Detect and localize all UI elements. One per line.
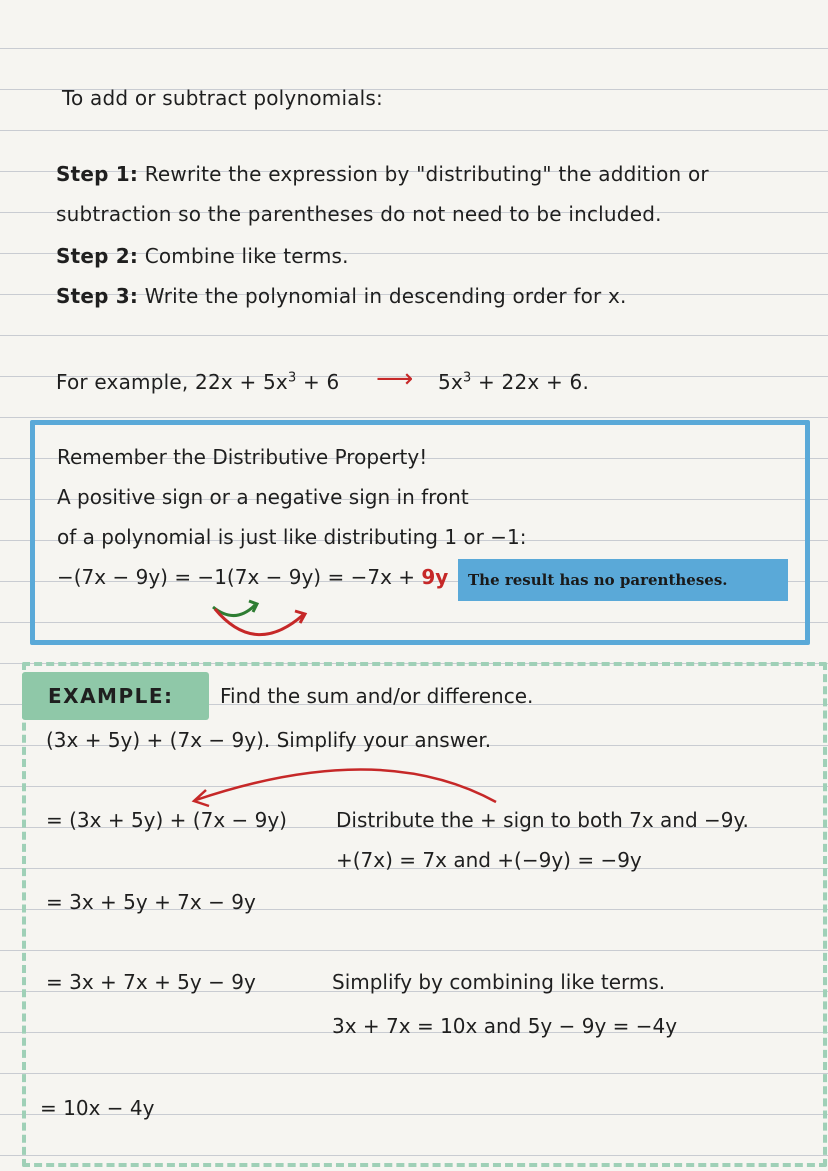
example-title: EXAMPLE: [48, 684, 174, 708]
final-answer: = 10x − 4y [40, 1096, 155, 1120]
work-step-3: = 3x + 7x + 5y − 9y [46, 970, 256, 994]
step-3-text: Write the polynomial in descending order for x. [144, 284, 627, 308]
example-instruction: Find the sum and/or difference. [220, 684, 534, 708]
example-prefix: For example, [56, 370, 189, 394]
reordered-polynomial: $5x^3 + 22x + 6$. [438, 370, 589, 394]
work-step-1-note-2: +(7x) = 7x and +(−9y) = −9y [336, 848, 642, 872]
work-step-1: = (3x + 5y) + (7x − 9y) [46, 808, 287, 832]
step-1-label: Step 1: [56, 162, 139, 186]
step-3-label: Step 3: [56, 284, 139, 308]
result-note: The result has no parentheses. [468, 571, 728, 589]
intro-heading: To add or subtract polynomials: [62, 86, 383, 110]
positive-9y-term: 9y [421, 565, 449, 589]
step-1-line [56, 162, 709, 186]
distributive-line-3: of a polynomial is just like distributing 1 or −1: [57, 525, 527, 549]
work-step-3-note: Simplify by combining like terms. [332, 970, 666, 994]
distribution-arrows-icon [35, 425, 805, 640]
right-arrow-icon: ⟶ [375, 364, 414, 394]
work-step-2: = 3x + 5y + 7x − 9y [46, 890, 256, 914]
distributive-equation: −(7x − 9y) = −1(7x − 9y) = −7x + 9y [57, 565, 449, 589]
step-2-line [56, 244, 349, 268]
step-3-line [56, 284, 627, 308]
distributive-property-box [30, 420, 810, 645]
step-2-text: Combine like terms. [144, 244, 349, 268]
distributive-title: Remember the Distributive Property! [57, 445, 428, 469]
work-step-1-note: Distribute the + sign to both 7x and −9y. [336, 808, 749, 832]
original-polynomial: $22x + 5x^3 + 6$ [195, 370, 340, 394]
step-1-text: Rewrite the expression by "distributing" the addition or [144, 162, 709, 186]
example-problem: (3x + 5y) + (7x − 9y). Simplify your answer. [46, 728, 492, 752]
step-1-continued: subtraction so the parentheses do not need to be included. [56, 202, 662, 226]
work-step-3-note-2: 3x + 7x = 10x and 5y − 9y = −4y [332, 1014, 678, 1038]
descending-order-example [56, 366, 589, 396]
distributive-line-2: A positive sign or a negative sign in front [57, 485, 469, 509]
step-2-label: Step 2: [56, 244, 139, 268]
